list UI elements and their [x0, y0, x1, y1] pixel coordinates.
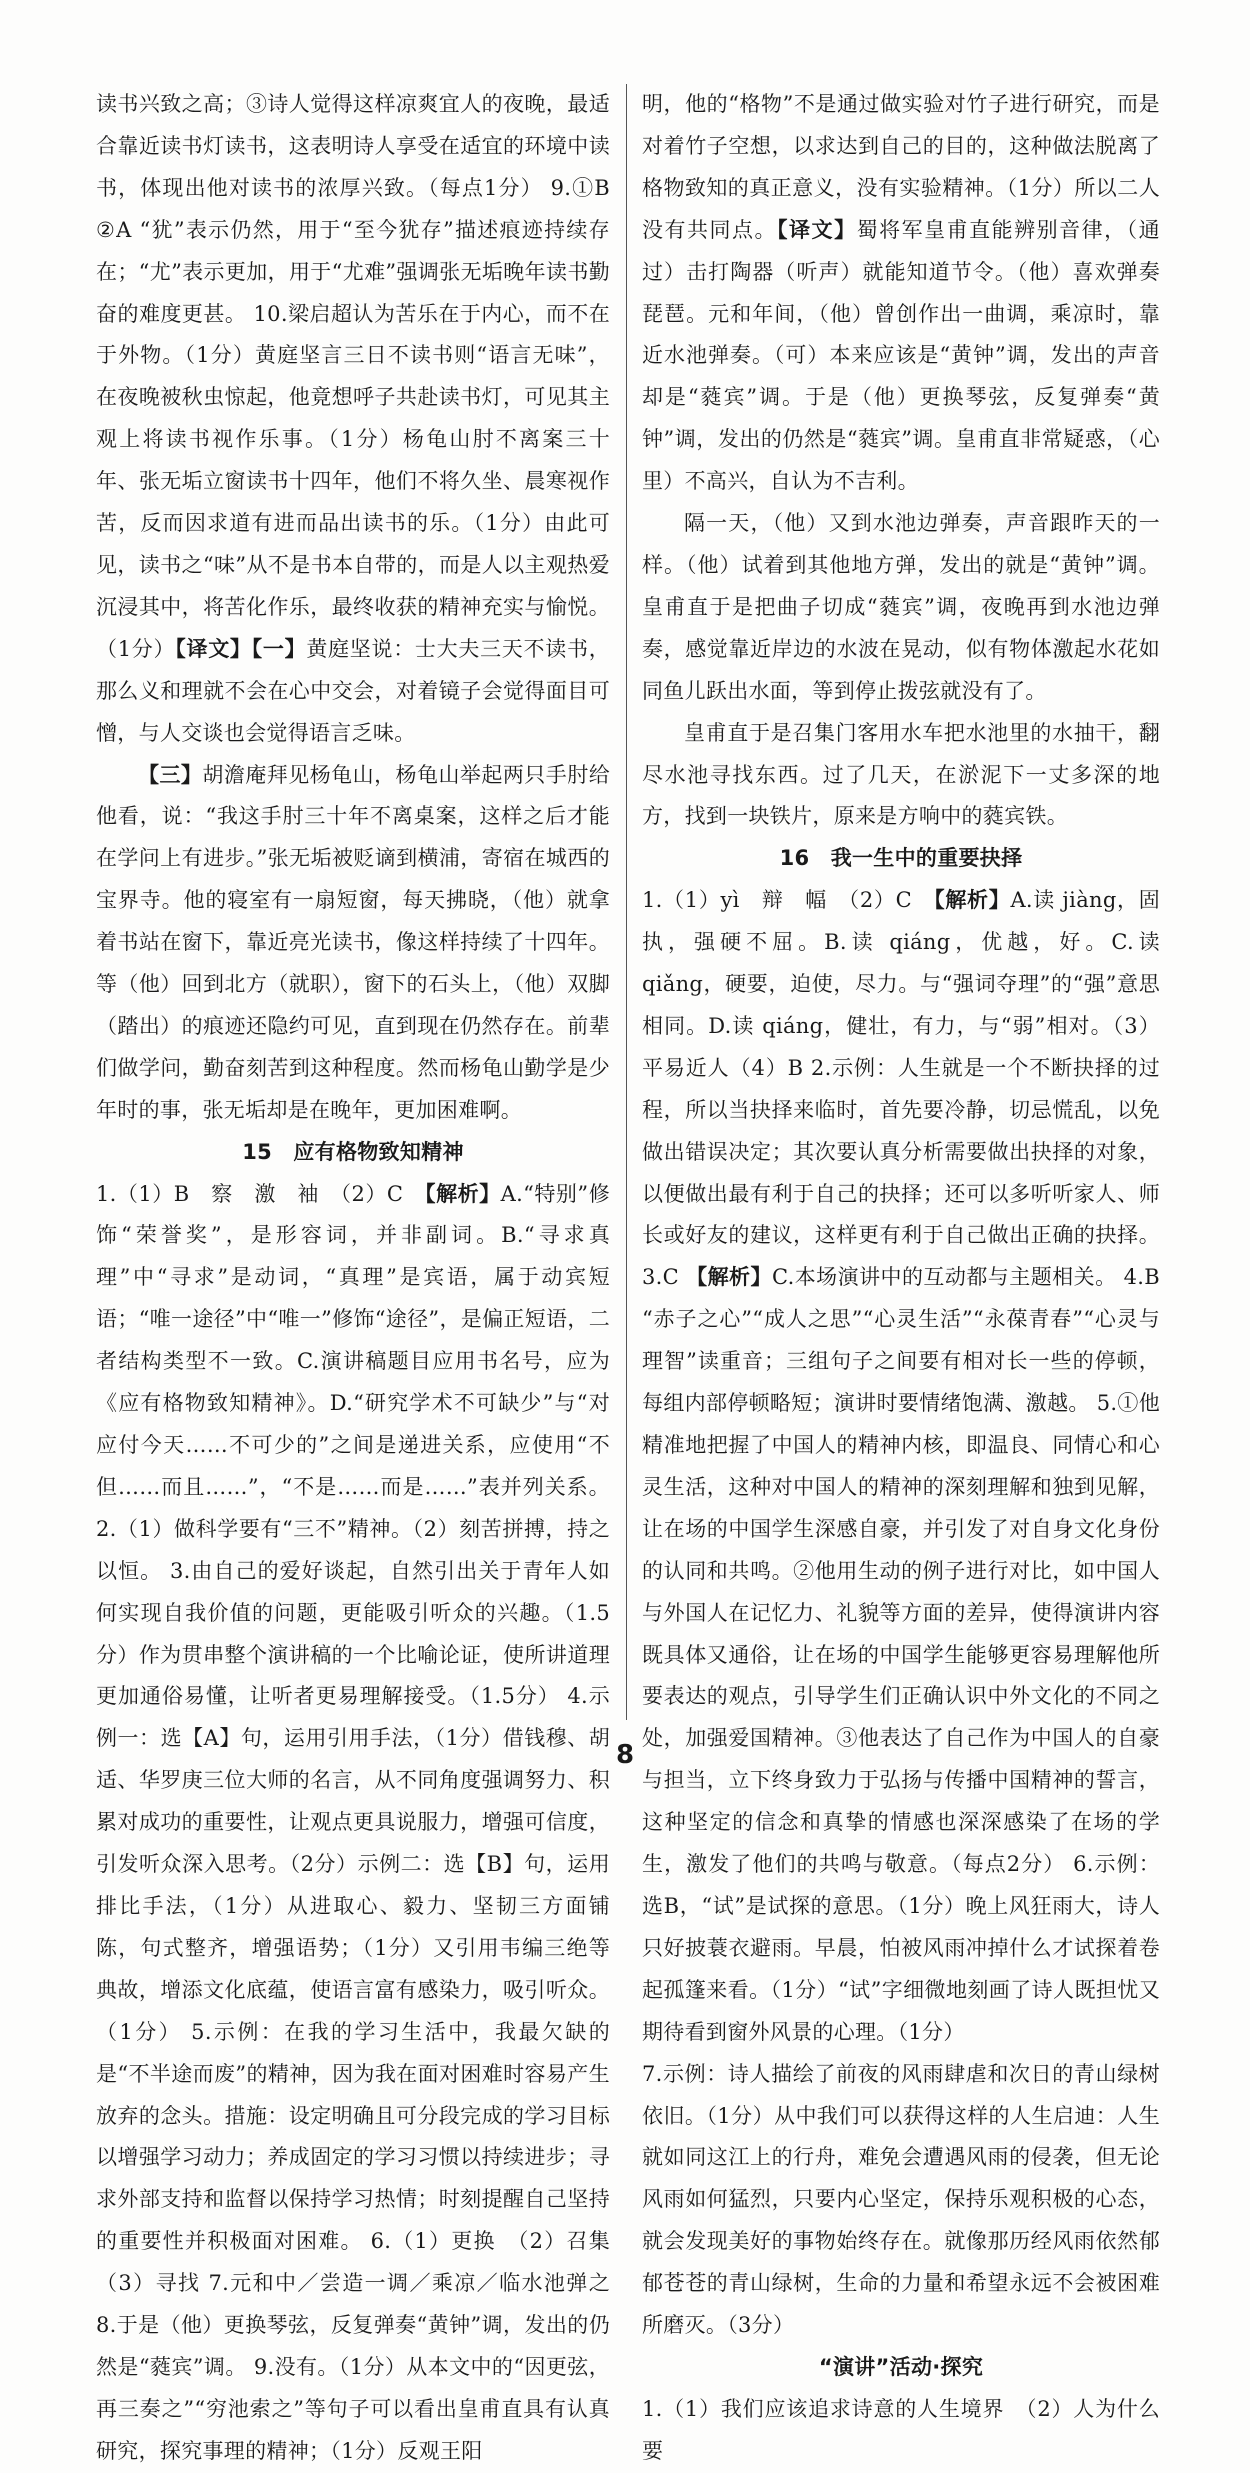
left-column — [96, 84, 632, 2473]
section-title-15: 15 应有格物致知精神 — [242, 1139, 464, 1164]
page-number: 8 — [615, 1740, 635, 1770]
analysis-tag: 【解析】 — [934, 888, 1011, 913]
translation-paragraph: 【三】胡澹庵拜见杨龟山，杨龟山举起两只手肘给他看，说：“我这手肘三十年不离桌案，这样之后才能在学问上有进步。”张无垢被贬谪到横浦，寄宿在城西的宝界寺。他的寝室有一扇短窗，每天拂晓，（他）就拿着书站在窗下，靠近亮光读书，像这样持续了十四年。等（他）回到北方（就职），窗下的石头上，（他）双脚（踏出）的痕迹还隐约可见，直到现在仍然存在。前辈们做学问，勤奋刻苦到这种程度。然而杨龟山勤学是少年时的事，张无垢却是在晚年，更加困难啊。 — [96, 762, 610, 1122]
column-divider — [626, 84, 627, 1720]
answer-paragraph: 1.（1）我们应该追求诗意的人生境界 （2）人为什么要 — [642, 2396, 1160, 2463]
answer-paragraph: 1.（1）yì 辩 幅 （2）C 【解析】A.读 jiàng，固执，强硬不屈。B.读 qiáng，优越，好。C.读 qiǎng，硬要，迫使，尽力。与“强词夺理”的“强”意思相同。D.读 qiáng，健壮，有力，与“弱”相对。（3）平易近人（4）B 2.示例：人生就是一个不断抉择的过程，所以当抉择来临时，首先要冷静，切忌慌乱，以免做出错误决定；其次要认真分析需要做出抉择的对象，以便做出最有利于自己的抉择；还可以多听听家人、师长或好友的建议，这样更有利于自己做出正确的抉择。 3.C 【解析】C.本场演讲中的互动都与主题相关。 4.B “赤子之心”“成人之思”“心灵生活”“永葆青春”“心灵与理智”读重音；三组句子之间要有相对长一些的停顿，每组内部停顿略短；演讲时要情绪饱满、激越。 5.①他精准地把握了中国人的精神内核，即温良、同情心和心灵生活，这种对中国人的精神的深刻理解和独到见解，让在场的中国学生深感自豪，并引发了对自身文化身份的认同和共鸣。②他用生动的例子进行对比，如中国人与外国人在记忆力、礼貌等方面的差异，使得演讲内容既具体又通俗，让在场的中国学生能够更容易理解他所要表达的观点，引导学生们正确认识中外文化的不同之处，加强爱国精神。③他表达了自己作为中国人的自豪与担当，立下终身致力于弘扬与传播中国精神的誓言，这种坚定的信念和真挚的情感也深深感染了在场的学生，激发了他们的共鸣与敬意。（每点2分） 6.示例：选B，“试”是试探的意思。（1分）晚上风狂雨大，诗人只好披蓑衣避雨。早晨，怕被风雨冲掉什么才试探着卷起孤篷来看。（1分）“试”字细微地刻画了诗人既担忧又期待看到窗外风景的心理。（1分） — [642, 888, 1161, 2044]
section-title-activity: “演讲”活动·探究 — [818, 2354, 984, 2379]
answer-paragraph: 7.示例：诗人描绘了前夜的风雨肆虐和次日的青山绿树依旧。（1分）从中我们可以获得这样的人生启迪：人生就如同这江上的行舟，难免会遭遇风雨的侵袭，但无论风雨如何猛烈，只要内心坚定，保持乐观积极的心态，就会发现美好的事物始终存在。就像那历经风雨依然郁郁苍苍的青山绿树，生命的力量和希望永远不会被困难所磨灭。（3分） — [642, 2061, 1160, 2338]
answer-paragraph: 读书兴致之高；③诗人觉得这样凉爽宜人的夜晚，最适合靠近读书灯读书，这表明诗人享受在适宜的环境中读书，体现出他对读书的浓厚兴致。（每点1分） 9.①B ②A “犹”表示仍然，用于“至今犹存”描述痕迹持续存在；“尤”表示更加，用于“尤难”强调张无垢晚年读书勤奋的难度更甚。 10.梁启超认为苦乐在于内心，而不在于外物。（1分）黄庭坚言三日不读书则“语言无味”，在夜晚被秋虫惊起，他竟想呼子共赴读书灯，可见其主观上将读书视作乐事。（1分）杨龟山肘不离案三十年、张无垢立窗读书十四年，他们不将久坐、晨寒视作苦，反而因求道有进而品出读书的乐。（1分）由此可见，读书之“味”从不是书本自带的，而是人以主观热爱沉浸其中，将苦化作乐，最终收获的精神充实与愉悦。（1分）【译文】【一】黄庭坚说：士大夫三天不读书，那么义和理就不会在心中交会，对着镜子会觉得面目可憎，与人交谈也会觉得语言乏味。 — [96, 92, 610, 745]
analysis-tag: 【解析】 — [686, 1265, 772, 1290]
translation-paragraph: 皇甫直于是召集门客用水车把水池里的水抽干，翻尽水池寻找东西。过了几天，在淤泥下一丈多深的地方，找到一块铁片，原来是方响中的蕤宾铁。 — [642, 720, 1160, 829]
section-title-16: 16 我一生中的重要抉择 — [779, 846, 1023, 871]
translation-tag: 【译文】 — [777, 217, 857, 242]
translation-tag: 【三】 — [138, 762, 203, 787]
analysis-tag: 【解析】 — [425, 1181, 501, 1206]
translation-paragraph: 隔一天，（他）又到水池边弹奏，声音跟昨天的一样。（他）试着到其他地方弹，发出的就是“黄钟”调。皇甫直于是把曲子切成“蕤宾”调，夜晚再到水池边弹奏，感觉靠近岸边的水波在晃动，似有物体激起水花如同鱼儿跃出水面，等到停止拨弦就没有了。 — [642, 511, 1160, 703]
right-column — [642, 84, 1160, 2473]
answer-paragraph: 明，他的“格物”不是通过做实验对竹子进行研究，而是对着竹子空想，以求达到自己的目的，这种做法脱离了格物致知的真正意义，没有实验精神。（1分）所以二人没有共同点。【译文】蜀将军皇甫直能辨别音律，（通过）击打陶器（听声）就能知道节令。（他）喜欢弹奏琵琶。元和年间，（他）曾创作出一曲调，乘凉时，靠近水池弹奏。（可）本来应该是“黄钟”调，发出的声音却是“蕤宾”调。于是（他）更换琴弦，反复弹奏“黄钟”调，发出的仍然是“蕤宾”调。皇甫直非常疑惑，（心里）不高兴，自认为不吉利。 — [642, 92, 1160, 494]
translation-tag: 【译文】【一】 — [175, 636, 307, 661]
answer-paragraph: 1.（1）B 察 激 袖 （2）C 【解析】A.“特别”修饰“荣誉奖”，是形容词，并非副词。B.“寻求真理”中“寻求”是动词，“真理”是宾语，属于动宾短语；“唯一途径”中“唯一”修饰“途径”，是偏正短语，二者结构类型不一致。C.演讲稿题目应用书名号，应为《应有格物致知精神》。D.“研究学术不可缺少”与“对应付今天……不可少的”之间是递进关系，应使用“不但……而且……”，“不是……而是……”表并列关系。 2.（1）做科学要有“三不”精神。（2）刻苦拼搏，持之以恒。 3.由自己的爱好谈起，自然引出关于青年人如何实现自我价值的问题，更能吸引听众的兴趣。（1.5分）作为贯串整个演讲稿的一个比喻论证，使所讲道理更加通俗易懂，让听者更易理解接受。（1.5分） 4.示例一：选【A】句，运用引用手法，（1分）借钱穆、胡适、华罗庚三位大师的名言，从不同角度强调努力、积累对成功的重要性，让观点更具说服力，增强可信度，引发听众深入思考。（2分）示例二：选【B】句，运用排比手法，（1分）从进取心、毅力、坚韧三方面铺陈，句式整齐，增强语势；（1分）又引用韦编三绝等典故，增添文化底蕴，使语言富有感染力，吸引听众。（1分） 5.示例：在我的学习生活中，我最欠缺的是“不半途而废”的精神，因为我在面对困难时容易产生放弃的念头。措施：设定明确且可分段完成的学习目标以增强学习动力；养成固定的学习习惯以持续进步；寻求外部支持和监督以保持学习热情；时刻提醒自己坚持的重要性并积极面对困难。 6.（1）更换 （2）召集 （3）寻找 7.元和中／尝造一调／乘凉／临水池弹之 8.于是（他）更换琴弦，反复弹奏“黄钟”调，发出的仍然是“蕤宾”调。 9.没有。（1分）从本文中的“因更弦，再三奏之”“穷池索之”等句子可以看出皇甫直具有认真研究，探究事理的精神；（1分）反观王阳 — [96, 1181, 632, 2463]
